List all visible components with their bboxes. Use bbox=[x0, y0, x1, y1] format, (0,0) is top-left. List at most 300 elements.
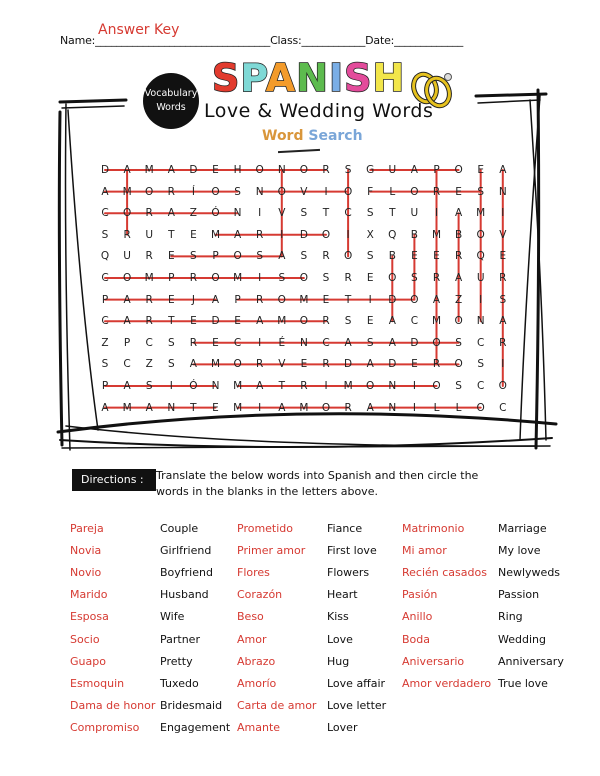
grid-cell[interactable]: O bbox=[476, 401, 485, 414]
english-word: Kiss bbox=[327, 610, 349, 624]
grid-cell[interactable]: R bbox=[322, 164, 330, 176]
grid-cell[interactable]: R bbox=[322, 358, 330, 371]
grid-cell[interactable]: S bbox=[344, 315, 352, 328]
grid-cell[interactable]: Z bbox=[145, 358, 153, 371]
spanish-word: Recién casados bbox=[402, 566, 487, 580]
grid-cell[interactable]: O bbox=[321, 401, 331, 414]
grid-cell[interactable]: R bbox=[499, 272, 507, 284]
grid-cell[interactable]: C bbox=[477, 336, 485, 349]
grid-cell[interactable]: R bbox=[189, 272, 198, 284]
grid-cell[interactable]: R bbox=[499, 336, 507, 349]
word-search-title-search: Search bbox=[308, 128, 363, 144]
grid-cell[interactable]: S bbox=[499, 293, 507, 306]
grid-cell[interactable]: R bbox=[432, 358, 441, 371]
grid-cell[interactable]: Ó bbox=[189, 380, 198, 392]
directions-label: Directions : bbox=[72, 469, 156, 491]
grid-cell[interactable]: U bbox=[388, 164, 397, 176]
class-field[interactable]: ____________ bbox=[301, 34, 366, 47]
grid-cell[interactable]: O bbox=[410, 185, 419, 198]
grid-cell[interactable]: S bbox=[101, 228, 109, 241]
grid-cell[interactable]: I bbox=[258, 401, 262, 414]
english-word: Partner bbox=[160, 632, 200, 646]
grid-cell[interactable]: C bbox=[322, 336, 330, 349]
grid-cell[interactable]: S bbox=[167, 358, 175, 371]
grid-cell[interactable]: D bbox=[299, 228, 308, 241]
grid-cell[interactable]: P bbox=[234, 293, 241, 306]
spanish-word: Novia bbox=[70, 544, 102, 558]
grid-cell[interactable]: M bbox=[431, 228, 442, 241]
grid-cell[interactable]: I bbox=[258, 207, 262, 220]
grid-cell[interactable]: R bbox=[256, 358, 264, 371]
grid-cell[interactable]: S bbox=[256, 250, 264, 263]
grid-cell[interactable]: O bbox=[410, 293, 419, 306]
grid-cell[interactable]: R bbox=[145, 293, 153, 306]
spanish-word: Abrazo bbox=[237, 654, 276, 668]
grid-cell[interactable]: O bbox=[233, 358, 242, 371]
grid-cell[interactable]: N bbox=[388, 401, 397, 414]
grid-cell[interactable]: M bbox=[476, 207, 486, 220]
english-word: Pretty bbox=[160, 654, 193, 668]
grid-cell[interactable]: L bbox=[389, 185, 396, 198]
grid-cell[interactable]: I bbox=[412, 401, 416, 414]
english-word: Hug bbox=[327, 654, 350, 668]
grid-cell[interactable]: O bbox=[454, 315, 463, 328]
grid-cell[interactable]: O bbox=[366, 380, 375, 392]
grid-cell[interactable]: M bbox=[122, 185, 132, 198]
grid-cell[interactable]: E bbox=[477, 164, 484, 176]
grid-cell[interactable]: O bbox=[299, 164, 309, 176]
grid-cell[interactable]: I bbox=[324, 185, 328, 198]
grid-cell[interactable]: C bbox=[101, 207, 109, 220]
grid-cell[interactable]: S bbox=[167, 336, 175, 349]
name-label: Name: bbox=[60, 34, 96, 47]
grid-cell[interactable]: E bbox=[212, 164, 219, 176]
grid-cell[interactable]: O bbox=[476, 228, 485, 241]
spanish-word: Primer amor bbox=[237, 544, 306, 558]
grid-cell[interactable]: C bbox=[477, 380, 485, 392]
english-word: My love bbox=[498, 544, 541, 558]
grid-cell[interactable]: M bbox=[122, 401, 132, 414]
grid-cell[interactable]: F bbox=[367, 185, 374, 198]
grid-cell[interactable]: R bbox=[432, 272, 441, 284]
grid-cell[interactable]: E bbox=[212, 336, 219, 349]
grid-cell[interactable]: O bbox=[277, 293, 286, 306]
grid-cell[interactable]: N bbox=[299, 336, 308, 349]
grid-cell[interactable]: A bbox=[234, 228, 242, 241]
grid-cell[interactable]: S bbox=[344, 164, 352, 176]
english-word: Flowers bbox=[327, 566, 370, 580]
grid-cell[interactable]: D bbox=[388, 358, 397, 371]
grid-cell[interactable]: O bbox=[498, 380, 507, 392]
grid-cell[interactable]: U bbox=[145, 228, 154, 241]
grid-cell[interactable]: M bbox=[210, 358, 221, 371]
grid-cell[interactable]: C bbox=[410, 315, 419, 328]
spanish-word: Matrimonio bbox=[402, 522, 465, 535]
grid-cell[interactable]: A bbox=[101, 185, 109, 198]
english-word: Wife bbox=[160, 610, 185, 624]
name-answer-value: Answer Key bbox=[98, 22, 180, 38]
grid-cell[interactable]: A bbox=[211, 293, 220, 306]
grid-cell[interactable]: S bbox=[366, 336, 374, 349]
spanish-word: Novio bbox=[70, 566, 102, 580]
grid-cell[interactable]: A bbox=[167, 207, 175, 220]
grid-cell[interactable]: E bbox=[190, 228, 197, 241]
grid-cell[interactable]: U bbox=[476, 272, 485, 284]
grid-cell[interactable]: M bbox=[299, 401, 309, 414]
grid-cell[interactable]: R bbox=[189, 336, 198, 349]
english-word: Couple bbox=[160, 522, 199, 535]
grid-cell[interactable]: I bbox=[258, 272, 262, 284]
grid-cell[interactable]: S bbox=[300, 250, 308, 263]
grid-cell[interactable]: R bbox=[300, 380, 308, 392]
grid-cell[interactable]: O bbox=[145, 185, 154, 198]
english-word: Engagement bbox=[160, 720, 231, 734]
english-word: First love bbox=[327, 544, 377, 558]
grid-cell[interactable]: X bbox=[366, 228, 374, 241]
grid-cell[interactable]: M bbox=[277, 315, 287, 328]
spanish-word: Carta de amor bbox=[237, 698, 317, 712]
grid-cell[interactable]: O bbox=[388, 272, 397, 284]
grid-cell[interactable]: E bbox=[167, 250, 175, 263]
grid-cell[interactable]: V bbox=[499, 228, 507, 241]
directions-text: Translate the below words into Spanish and then circle the words in the blanks in the letters above. bbox=[156, 469, 479, 498]
grid-cell[interactable]: G bbox=[366, 164, 375, 176]
spanish-word: Amorío bbox=[237, 676, 277, 690]
grid-cell[interactable]: R bbox=[145, 250, 153, 263]
grid-cell[interactable]: E bbox=[455, 185, 462, 198]
grid-cell[interactable]: Q bbox=[476, 250, 485, 263]
grid-cell[interactable]: A bbox=[455, 272, 463, 284]
grid-cell[interactable]: N bbox=[211, 380, 220, 392]
grid-cell[interactable]: A bbox=[189, 358, 197, 371]
grid-cell[interactable]: S bbox=[322, 272, 330, 284]
grid-cell[interactable]: B bbox=[388, 250, 396, 263]
english-word: Girlfriend bbox=[160, 544, 212, 558]
grid-cell[interactable]: T bbox=[278, 380, 285, 392]
spanish-word: Esmoquin bbox=[70, 676, 125, 690]
grid-cell[interactable]: S bbox=[477, 358, 485, 371]
grid-cell[interactable]: L bbox=[433, 401, 440, 414]
spanish-word: Socio bbox=[70, 632, 100, 646]
grid-cell[interactable]: C bbox=[101, 315, 109, 328]
grid-cell[interactable]: V bbox=[278, 207, 286, 220]
spanish-title-letter: S bbox=[344, 56, 373, 100]
grid-cell[interactable]: P bbox=[101, 380, 109, 392]
grid-cell[interactable]: C bbox=[123, 358, 131, 371]
grid-cell[interactable]: I bbox=[258, 336, 262, 349]
grid-cell[interactable]: E bbox=[212, 401, 219, 414]
grid-cell[interactable]: M bbox=[299, 293, 309, 306]
grid-cell[interactable]: Q bbox=[388, 228, 397, 241]
grid-cell[interactable]: D bbox=[388, 293, 397, 306]
grid-cell[interactable]: S bbox=[477, 185, 485, 198]
english-word: Passion bbox=[498, 588, 540, 602]
grid-cell[interactable]: O bbox=[255, 164, 264, 176]
grid-cell[interactable]: M bbox=[343, 380, 353, 392]
grid-cell[interactable]: Z bbox=[454, 293, 463, 306]
spanish-title-letter: A bbox=[265, 56, 297, 100]
grid-cell[interactable]: A bbox=[278, 401, 286, 414]
grid-cell[interactable]: É bbox=[278, 336, 286, 349]
grid-cell[interactable]: I bbox=[324, 380, 328, 392]
grid-cell[interactable]: V bbox=[300, 185, 308, 198]
spanish-word: Marido bbox=[70, 588, 108, 602]
grid-cell[interactable]: N bbox=[388, 380, 397, 392]
grid-cell[interactable]: A bbox=[432, 293, 441, 306]
grid-cell[interactable]: A bbox=[499, 164, 507, 176]
grid-cell[interactable]: A bbox=[167, 164, 175, 176]
grid-cell[interactable]: Z bbox=[101, 336, 109, 349]
grid-cell[interactable]: P bbox=[168, 272, 175, 284]
grid-cell[interactable]: A bbox=[256, 380, 264, 392]
grid-cell[interactable]: A bbox=[455, 207, 463, 220]
grid-cell[interactable]: R bbox=[322, 315, 330, 328]
grid-cell[interactable]: C bbox=[101, 272, 109, 284]
grid-cell[interactable]: O bbox=[211, 185, 220, 198]
spanish-title-letter: H bbox=[372, 56, 406, 100]
word-search-title-word: Word bbox=[262, 128, 304, 144]
grid-cell[interactable]: R bbox=[256, 228, 264, 241]
grid-cell[interactable]: R bbox=[256, 293, 264, 306]
english-word: Love letter bbox=[327, 698, 387, 712]
grid-cell[interactable]: N bbox=[476, 315, 485, 328]
spanish-word: Prometido bbox=[237, 522, 294, 535]
grid-cell[interactable]: J bbox=[191, 293, 195, 306]
grid-cell[interactable]: O bbox=[454, 164, 463, 176]
grid-cell[interactable]: S bbox=[411, 272, 418, 284]
grid-cell[interactable]: S bbox=[278, 272, 286, 284]
grid-cell[interactable]: A bbox=[145, 401, 153, 414]
english-word: Boyfriend bbox=[160, 566, 213, 580]
grid-cell[interactable]: U bbox=[410, 207, 419, 220]
grid-cell[interactable]: A bbox=[344, 336, 352, 349]
grid-cell[interactable]: T bbox=[389, 207, 396, 220]
spanish-word: Flores bbox=[237, 566, 270, 580]
grid-cell[interactable]: M bbox=[233, 401, 243, 414]
grid-cell[interactable]: E bbox=[167, 293, 175, 306]
spanish-word: Dama de honor bbox=[70, 698, 156, 712]
spanish-title-letter: S bbox=[212, 56, 241, 100]
grid-cell[interactable]: P bbox=[123, 336, 131, 349]
grid-cell[interactable]: T bbox=[344, 293, 352, 306]
grid-cell[interactable]: R bbox=[322, 250, 330, 263]
spanish-word: Boda bbox=[402, 632, 430, 646]
grid-cell[interactable]: I bbox=[412, 380, 416, 392]
grid-cell[interactable]: M bbox=[144, 164, 154, 176]
grid-cell[interactable]: T bbox=[322, 207, 330, 220]
grid-cell[interactable]: I bbox=[368, 293, 372, 306]
grid-cell[interactable]: A bbox=[278, 250, 286, 263]
grid-cell[interactable]: P bbox=[212, 250, 219, 263]
english-word: Wedding bbox=[498, 632, 546, 646]
grid-cell[interactable]: I bbox=[479, 293, 483, 306]
grid-cell[interactable]: I bbox=[501, 358, 505, 371]
grid-cell[interactable]: O bbox=[432, 336, 441, 349]
grid-cell[interactable]: U bbox=[123, 250, 131, 263]
grid-cell[interactable]: O bbox=[122, 207, 132, 220]
grid-cell[interactable]: V bbox=[278, 358, 286, 371]
grid-cell[interactable]: A bbox=[256, 315, 264, 328]
grid-cell[interactable]: E bbox=[499, 250, 507, 263]
grid-cell[interactable]: R bbox=[123, 228, 131, 241]
spanish-word: Aniversario bbox=[402, 654, 465, 668]
english-word: Love bbox=[327, 632, 353, 646]
grid-cell[interactable]: D bbox=[189, 164, 198, 176]
spanish-word: Compromiso bbox=[70, 720, 140, 734]
grid-cell[interactable]: S bbox=[300, 207, 308, 220]
grid-cell[interactable]: S bbox=[455, 336, 462, 349]
english-word: Husband bbox=[160, 588, 209, 602]
english-word: Heart bbox=[327, 588, 358, 602]
grid-cell[interactable]: A bbox=[123, 315, 131, 328]
spanish-title-letter: I bbox=[328, 56, 345, 100]
grid-cell[interactable]: A bbox=[388, 315, 396, 328]
grid-cell[interactable]: E bbox=[234, 315, 241, 328]
grid-cell[interactable]: I bbox=[169, 380, 173, 392]
grid-cell[interactable]: T bbox=[168, 228, 175, 241]
grid-cell[interactable]: S bbox=[101, 358, 109, 371]
english-word: Love affair bbox=[327, 676, 386, 690]
grid-cell[interactable]: M bbox=[233, 272, 243, 284]
grid-cell[interactable]: M bbox=[210, 228, 221, 241]
grid-cell[interactable]: C bbox=[145, 336, 153, 349]
grid-cell[interactable]: P bbox=[433, 164, 440, 176]
spanish-word: Amor verdadero bbox=[402, 676, 492, 690]
grid-cell[interactable]: C bbox=[499, 401, 507, 414]
grid-cell[interactable]: N bbox=[167, 401, 176, 414]
grid-cell[interactable]: O bbox=[299, 315, 309, 328]
grid-cell[interactable]: A bbox=[101, 401, 109, 414]
grid-cell[interactable]: T bbox=[190, 401, 197, 414]
grid-cell[interactable]: R bbox=[344, 401, 352, 414]
grid-cell[interactable]: R bbox=[145, 315, 153, 328]
grid-cell[interactable]: C bbox=[344, 207, 352, 220]
grid-cell[interactable]: N bbox=[277, 164, 286, 176]
grid-cell[interactable]: A bbox=[123, 293, 131, 306]
grid-cell[interactable]: M bbox=[233, 380, 243, 392]
grid-cell[interactable]: S bbox=[366, 207, 374, 220]
grid-cell[interactable]: I bbox=[434, 207, 439, 220]
grid-cell[interactable]: I bbox=[346, 228, 350, 241]
grid-cell[interactable]: D bbox=[410, 336, 419, 349]
grid-cell[interactable]: A bbox=[499, 315, 507, 328]
english-word: Fiance bbox=[327, 522, 363, 535]
grid-cell[interactable]: N bbox=[498, 185, 507, 198]
spanish-word: Mi amor bbox=[402, 544, 447, 558]
grid-cell[interactable]: O bbox=[343, 185, 353, 198]
grid-cell[interactable]: R bbox=[432, 185, 441, 198]
badge-line-2: Words bbox=[156, 102, 186, 113]
spanish-title-letter: P bbox=[240, 56, 266, 100]
grid-cell[interactable]: E bbox=[366, 272, 374, 284]
grid-cell[interactable]: S bbox=[455, 380, 462, 392]
spanish-word: Anillo bbox=[402, 610, 433, 624]
grid-cell[interactable]: P bbox=[101, 293, 109, 306]
grid-cell[interactable]: O bbox=[211, 272, 220, 284]
grid-cell[interactable]: D bbox=[100, 164, 110, 176]
grid-cell[interactable]: C bbox=[233, 336, 242, 349]
grid-cell[interactable]: H bbox=[233, 164, 242, 176]
grid-cell[interactable]: Ó bbox=[211, 207, 220, 220]
grid-cell[interactable]: O bbox=[321, 228, 331, 241]
grid-cell[interactable]: O bbox=[432, 380, 441, 392]
grid-cell[interactable]: I bbox=[501, 207, 505, 220]
grid-cell[interactable]: M bbox=[144, 272, 154, 284]
grid-cell[interactable]: A bbox=[123, 164, 131, 176]
grid-cell[interactable]: O bbox=[299, 272, 309, 284]
spanish-word: Pasión bbox=[402, 588, 438, 602]
grid-cell[interactable]: B bbox=[410, 228, 418, 241]
grid-cell[interactable]: O bbox=[454, 358, 463, 371]
grid-cell[interactable]: M bbox=[431, 315, 442, 328]
spanish-word: Beso bbox=[237, 610, 264, 624]
name-field[interactable]: _________________________________ bbox=[95, 34, 271, 47]
grid-cell[interactable]: A bbox=[388, 336, 396, 349]
grid-cell[interactable]: T bbox=[168, 315, 175, 328]
class-label: Class: bbox=[270, 34, 302, 47]
grid-cell[interactable]: E bbox=[366, 315, 374, 328]
english-word: Newlyweds bbox=[498, 566, 561, 580]
badge-line-1: Vocabulary bbox=[144, 88, 198, 99]
grid-cell[interactable]: O bbox=[122, 272, 132, 284]
spanish-word: Esposa bbox=[70, 610, 109, 624]
spanish-word: Corazón bbox=[237, 588, 283, 602]
grid-cell[interactable]: S bbox=[234, 185, 241, 198]
grid-cell[interactable]: S bbox=[190, 250, 197, 263]
grid-cell[interactable]: R bbox=[454, 250, 463, 263]
grid-cell[interactable]: R bbox=[344, 272, 352, 284]
grid-cell[interactable]: R bbox=[167, 185, 175, 198]
spanish-title-letter: N bbox=[296, 56, 329, 100]
grid-cell[interactable]: D bbox=[211, 315, 220, 328]
spanish-word: Pareja bbox=[70, 522, 104, 535]
spanish-word: Guapo bbox=[70, 654, 106, 668]
grid-cell[interactable]: N bbox=[233, 207, 242, 220]
grid-cell[interactable]: S bbox=[366, 250, 374, 263]
grid-cell[interactable]: Q bbox=[100, 250, 110, 263]
page-subtitle: Love & Wedding Words bbox=[204, 100, 434, 122]
grid-cell[interactable]: A bbox=[123, 380, 131, 392]
grid-cell[interactable]: D bbox=[344, 358, 353, 371]
date-field[interactable]: _____________ bbox=[394, 34, 464, 47]
grid-cell[interactable]: E bbox=[300, 358, 308, 371]
grid-cell[interactable]: A bbox=[366, 401, 374, 414]
grid-cell[interactable]: E bbox=[433, 250, 440, 263]
grid-cell[interactable]: N bbox=[255, 185, 264, 198]
grid-cell[interactable]: E bbox=[322, 293, 330, 306]
english-word: Lover bbox=[327, 720, 358, 734]
grid-cell[interactable]: R bbox=[145, 207, 153, 220]
grid-cell[interactable]: B bbox=[454, 228, 463, 241]
grid-cell[interactable]: O bbox=[277, 185, 286, 198]
grid-cell[interactable]: L bbox=[455, 401, 462, 414]
grid-cell[interactable]: O bbox=[343, 250, 353, 263]
grid-cell[interactable]: O bbox=[233, 250, 242, 263]
spanish-word: Amante bbox=[237, 720, 281, 734]
grid-cell[interactable]: Í bbox=[191, 185, 195, 198]
grid-cell[interactable]: A bbox=[366, 358, 374, 371]
grid-cell[interactable]: I bbox=[280, 228, 284, 241]
date-label: Date: bbox=[365, 34, 395, 47]
grid-cell[interactable]: E bbox=[411, 358, 418, 371]
grid-cell[interactable]: Z bbox=[189, 207, 197, 220]
grid-cell[interactable]: S bbox=[145, 380, 153, 392]
english-word: True love bbox=[498, 676, 548, 690]
grid-cell[interactable]: E bbox=[190, 315, 197, 328]
grid-cell[interactable]: A bbox=[410, 164, 418, 176]
english-word: Marriage bbox=[498, 522, 547, 535]
grid-cell[interactable]: E bbox=[411, 250, 418, 263]
